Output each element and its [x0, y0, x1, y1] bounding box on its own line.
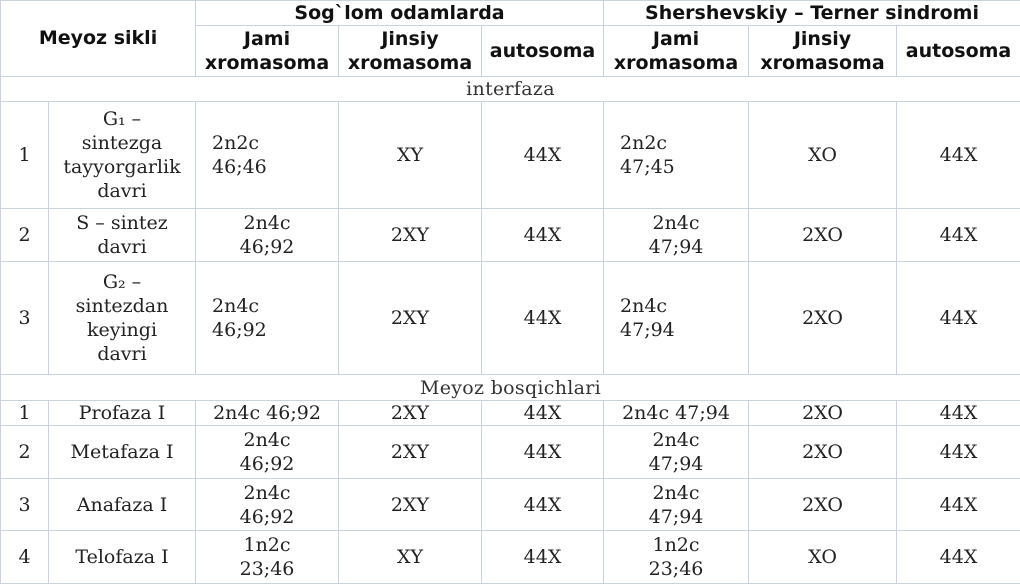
header-syndrome-sex-line2: xromasoma [760, 52, 885, 75]
healthy-auto-cell: 44X [482, 102, 604, 209]
stage-name-line: sintezdan [75, 295, 169, 318]
header-healthy-total-line1: Jami [243, 28, 291, 51]
stage-name-line: S – sintez [76, 212, 168, 235]
syndrome-total-line1: 2n4c [652, 481, 700, 504]
syndrome-total-line1: 1n2c [652, 534, 700, 557]
syndrome-sex-cell: 2XO [749, 400, 897, 425]
syndrome-total-line2: 47;94 [648, 505, 704, 528]
header-cycle: Meyoz sikli [1, 1, 196, 77]
healthy-total-cell [196, 262, 339, 375]
stage-name-line: davri [97, 236, 147, 259]
healthy-total-line2: 46;92 [239, 505, 295, 528]
syndrome-auto-cell: 44X [897, 102, 1020, 209]
stage-name-line: G₂ – [102, 271, 142, 294]
syndrome-auto-cell: 44X [897, 478, 1020, 531]
stage-name-line: tayyorgarlik [63, 156, 181, 179]
healthy-total-line2: 46;46 [212, 156, 267, 179]
header-syndrome-total [604, 26, 749, 77]
table-row [1, 400, 1020, 425]
healthy-sex-cell: XY [339, 102, 482, 209]
syndrome-total-cell [604, 262, 749, 375]
syndrome-sex-cell: 2XO [749, 209, 897, 262]
syndrome-total-cell [604, 209, 749, 262]
header-group-syndrome: Shershevskiy – Terner sindromi [604, 1, 1020, 26]
syndrome-total-line2: 47;45 [620, 156, 675, 179]
header-healthy-total [196, 26, 339, 77]
header-healthy-auto: autosoma [482, 26, 604, 77]
row-number: 4 [1, 531, 49, 584]
healthy-auto-cell: 44X [482, 478, 604, 531]
healthy-total-line1: 2n4c [243, 212, 291, 235]
healthy-total-line2: 46;92 [239, 452, 295, 475]
stage-name [49, 102, 196, 209]
stage-name: Metafaza I [49, 426, 196, 479]
syndrome-auto-cell: 44X [897, 400, 1020, 425]
syndrome-total-line2: 23;46 [648, 558, 704, 581]
syndrome-auto-cell: 44X [897, 426, 1020, 479]
table-row [1, 262, 1020, 375]
syndrome-auto-cell: 44X [897, 262, 1020, 375]
healthy-sex-cell: 2XY [339, 426, 482, 479]
stage-name-line: davri [97, 180, 147, 203]
healthy-sex-cell: 2XY [339, 262, 482, 375]
section-interphase: interfaza [1, 76, 1020, 101]
header-syndrome-total-line2: xromasoma [613, 52, 739, 75]
row-number: 1 [1, 400, 49, 425]
table-row [1, 426, 1020, 479]
syndrome-auto-cell: 44X [897, 209, 1020, 262]
section-row-meiosis [1, 375, 1020, 400]
healthy-total-cell [196, 209, 339, 262]
healthy-total-cell [196, 478, 339, 531]
stage-name: Telofaza I [49, 531, 196, 584]
syndrome-auto-cell: 44X [897, 531, 1020, 584]
header-healthy-sex-line2: xromasoma [347, 52, 473, 75]
healthy-total-line1: 2n4c [212, 295, 260, 318]
syndrome-total-line1: 2n4c [652, 428, 700, 451]
table-row [1, 102, 1020, 209]
row-number: 1 [1, 102, 49, 209]
healthy-total-line2: 23;46 [239, 558, 295, 581]
stage-name: Anafaza I [49, 478, 196, 531]
healthy-sex-cell: 2XY [339, 478, 482, 531]
stage-name-line: sintezga [81, 132, 163, 155]
stage-name-line: keyingi [86, 319, 158, 342]
healthy-auto-cell: 44X [482, 262, 604, 375]
syndrome-total-line1: 2n4c [620, 295, 668, 318]
syndrome-total-line1: 2n4c 47;94 [622, 401, 730, 424]
healthy-total-line1: 2n4c 46;92 [213, 401, 321, 424]
table-row [1, 531, 1020, 584]
healthy-sex-cell: 2XY [339, 400, 482, 425]
interphase-rows [1, 102, 1020, 375]
healthy-total-line1: 2n4c [243, 481, 291, 504]
healthy-total-cell [196, 102, 339, 209]
healthy-sex-cell: 2XY [339, 209, 482, 262]
header-healthy-total-line2: xromasoma [204, 52, 330, 75]
healthy-total-line2: 46;92 [212, 319, 267, 342]
row-number: 2 [1, 209, 49, 262]
syndrome-total-cell [604, 102, 749, 209]
header-syndrome-sex [749, 26, 897, 77]
syndrome-total-line1: 2n4c [652, 212, 700, 235]
healthy-total-line1: 2n4c [243, 428, 291, 451]
stage-name-line: G₁ – [102, 108, 142, 131]
table-row [1, 209, 1020, 262]
header-group-healthy: Sog`lom odamlarda [196, 1, 604, 26]
syndrome-total-line2: 47;94 [648, 452, 704, 475]
healthy-total-cell [196, 400, 339, 425]
syndrome-total-cell [604, 400, 749, 425]
row-number: 3 [1, 478, 49, 531]
healthy-auto-cell: 44X [482, 400, 604, 425]
syndrome-total-line2: 47;94 [620, 319, 675, 342]
syndrome-sex-cell: 2XO [749, 262, 897, 375]
syndrome-sex-cell: 2XO [749, 426, 897, 479]
syndrome-sex-cell: XO [749, 531, 897, 584]
header-syndrome-auto: autosoma [897, 26, 1020, 77]
stage-name [49, 262, 196, 375]
healthy-sex-cell: XY [339, 531, 482, 584]
healthy-total-line2: 46;92 [239, 236, 295, 259]
table-row [1, 478, 1020, 531]
healthy-auto-cell: 44X [482, 426, 604, 479]
healthy-auto-cell: 44X [482, 209, 604, 262]
syndrome-total-cell [604, 531, 749, 584]
syndrome-total-cell [604, 426, 749, 479]
row-number: 3 [1, 262, 49, 375]
healthy-total-line1: 1n2c [243, 534, 291, 557]
syndrome-total-line2: 47;94 [648, 236, 704, 259]
header-row-groups [1, 1, 1020, 26]
section-meiosis: Meyoz bosqichlari [1, 375, 1020, 400]
row-number: 2 [1, 426, 49, 479]
syndrome-total-cell [604, 478, 749, 531]
stage-name [49, 209, 196, 262]
syndrome-sex-cell: XO [749, 102, 897, 209]
stage-name: Profaza I [49, 400, 196, 425]
healthy-total-cell [196, 426, 339, 479]
stage-name-line: davri [97, 343, 147, 366]
section-row-interphase [1, 76, 1020, 101]
healthy-total-line1: 2n2c [212, 132, 260, 155]
header-healthy-sex [339, 26, 482, 77]
header-syndrome-sex-line1: Jinsiy [793, 28, 852, 51]
meiosis-rows [1, 400, 1020, 583]
header-syndrome-total-line1: Jami [652, 28, 700, 51]
healthy-auto-cell: 44X [482, 531, 604, 584]
syndrome-total-line1: 2n2c [620, 132, 668, 155]
healthy-total-cell [196, 531, 339, 584]
syndrome-sex-cell: 2XO [749, 478, 897, 531]
header-healthy-sex-line1: Jinsiy [381, 28, 439, 51]
